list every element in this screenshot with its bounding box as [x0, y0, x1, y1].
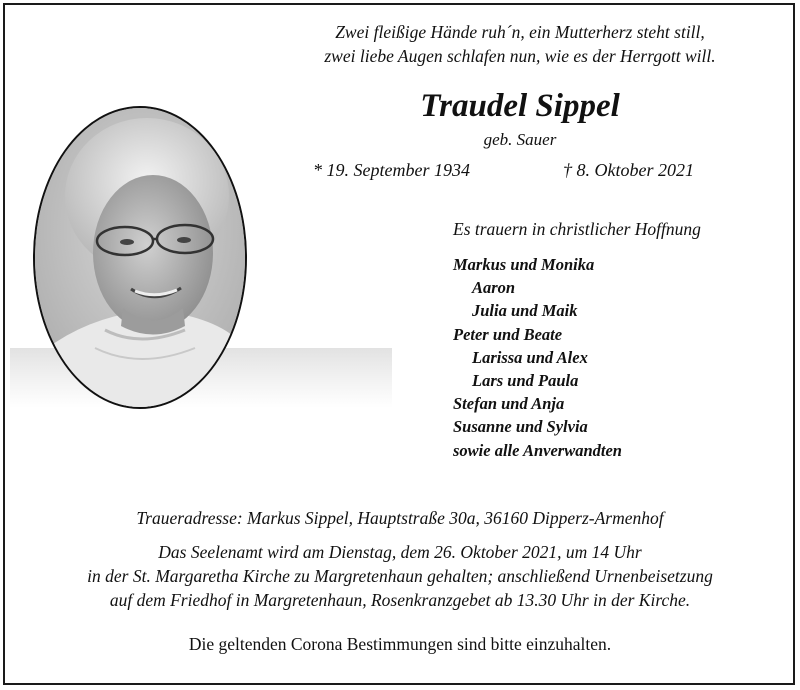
family-member: Stefan und Anja — [453, 394, 565, 414]
family-member: sowie alle Anverwandten — [453, 440, 622, 460]
family-member: Julia und Maik — [472, 301, 578, 321]
death-date: † 8. Oktober 2021 — [563, 160, 694, 180]
service-line-1: Das Seelenamt wird am Dienstag, dem 26. Oktober 2021, um 14 Uhr — [158, 542, 642, 562]
mourning-intro: Es trauern in christlicher Hoffnung — [453, 219, 701, 239]
poem-line-1: Zwei fleißige Hände ruh´n, ein Mutterherz steht still, — [335, 22, 705, 42]
service-line-3: auf dem Friedhof in Margretenhaun, Rosenkranzgebet ab 13.30 Uhr in der Kirche. — [109, 590, 691, 610]
portrait-photo — [33, 106, 247, 409]
family-member: Markus und Monika — [453, 255, 595, 274]
service-line-2: in der St. Margaretha Kirche zu Margretenhaun gehalten; anschließend Urnenbeisetzung — [87, 566, 713, 586]
family-member: Larissa und Alex — [472, 347, 588, 367]
family-member: Peter und Beate — [453, 324, 563, 344]
family-member: Susanne und Sylvia — [453, 417, 588, 437]
deceased-name: Traudel Sippel — [420, 88, 620, 124]
family-member: Lars und Paula — [472, 371, 579, 391]
mourning-address: Traueradresse: Markus Sippel, Hauptstraße 30a, 36160 Dipperz-Armenhof — [136, 508, 664, 528]
corona-notice: Die geltenden Corona Bestimmungen sind bitte einzuhalten. — [188, 634, 612, 654]
maiden-name: geb. Sauer — [483, 130, 557, 149]
poem-line-2: zwei liebe Augen schlafen nun, wie es der Herrgott will. — [324, 46, 716, 66]
family-list — [453, 253, 622, 462]
family-member: Aaron — [472, 278, 516, 298]
birth-date: * 19. September 1934 — [313, 160, 470, 180]
